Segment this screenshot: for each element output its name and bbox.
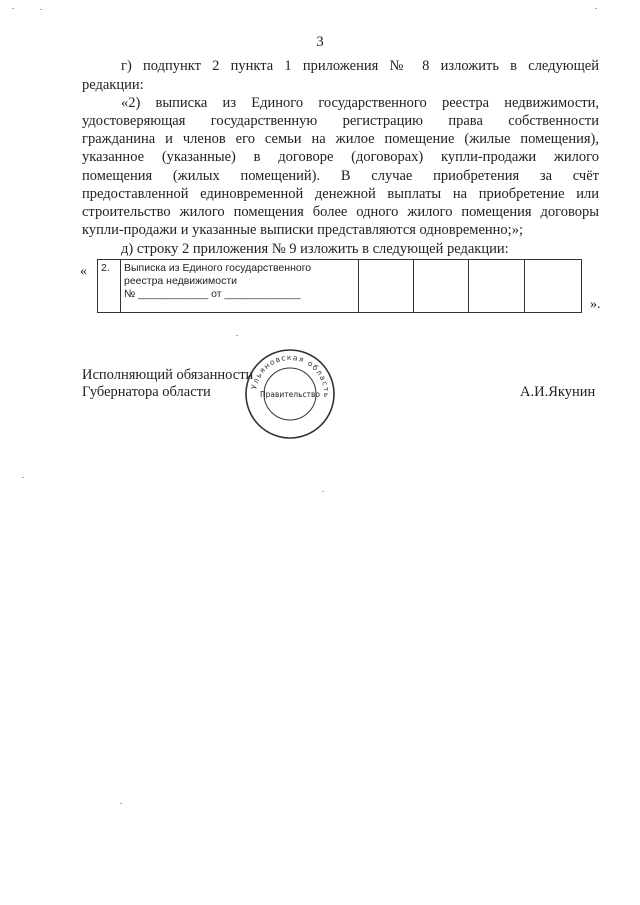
row-text-line1: Выписка из Единого государственного [124, 262, 312, 274]
scan-speck [40, 9, 42, 10]
empty-cell [359, 260, 414, 313]
scan-speck [595, 8, 597, 9]
row-number-cell: 2. [98, 260, 121, 313]
row-text-cell [121, 260, 359, 313]
table-close-quote: ». [590, 297, 601, 312]
quote-line: предоставленной единовременной денежной выплаты на приобретение или [82, 186, 599, 202]
official-seal-stamp [244, 348, 336, 440]
table-open-quote: « [80, 264, 87, 279]
scan-speck [22, 477, 24, 478]
scan-speck [120, 803, 122, 804]
seal-ring-text: Ульяновская область [249, 352, 332, 399]
empty-cell [525, 260, 582, 313]
appendix-table-row [97, 259, 582, 313]
quote-line: строительство жилого помещения более одного жилого помещения договоры [82, 204, 599, 220]
scan-speck [236, 335, 238, 336]
quote-line: гражданина и членов его семьи на жилое помещение (жилые помещения), [82, 131, 599, 147]
row-text-line2: реестра недвижимости [124, 275, 238, 287]
scan-speck [12, 8, 14, 9]
paragraph-d: д) строку 2 приложения № 9 изложить в следующей редакции: [121, 241, 509, 257]
quote-line: удостоверяющая государственную регистрацию права собственности [82, 113, 599, 129]
quote-line: указанное (указанные) в договоре (договорах) купли-продажи жилого [82, 149, 599, 165]
row-text-line3: № ____________ от _____________ [124, 288, 301, 300]
signatory-role-line1: Исполняющий обязанности [82, 367, 254, 383]
quote-line: помещения (жилых помещений). В случае приобретения за счёт [82, 168, 599, 184]
seal-center-text: Правительство [260, 390, 320, 399]
quote-line: купли-продажи и указанные выписки представляются одновременно;»; [82, 222, 523, 238]
signatory-name: А.И.Якунин [520, 384, 596, 400]
signatory-role-line2: Губернатора области [82, 384, 211, 400]
scan-speck [322, 491, 324, 492]
quote-line: «2) выписка из Единого государственного реестра недвижимости, [121, 95, 599, 111]
page-number: 3 [316, 34, 324, 50]
paragraph-g-line2: редакции: [82, 77, 144, 93]
paragraph-g-line1: г) подпункт 2 пункта 1 приложения № 8 изложить в следующей [121, 58, 599, 74]
empty-cell [469, 260, 525, 313]
empty-cell [414, 260, 469, 313]
seal-graphic [244, 348, 336, 440]
